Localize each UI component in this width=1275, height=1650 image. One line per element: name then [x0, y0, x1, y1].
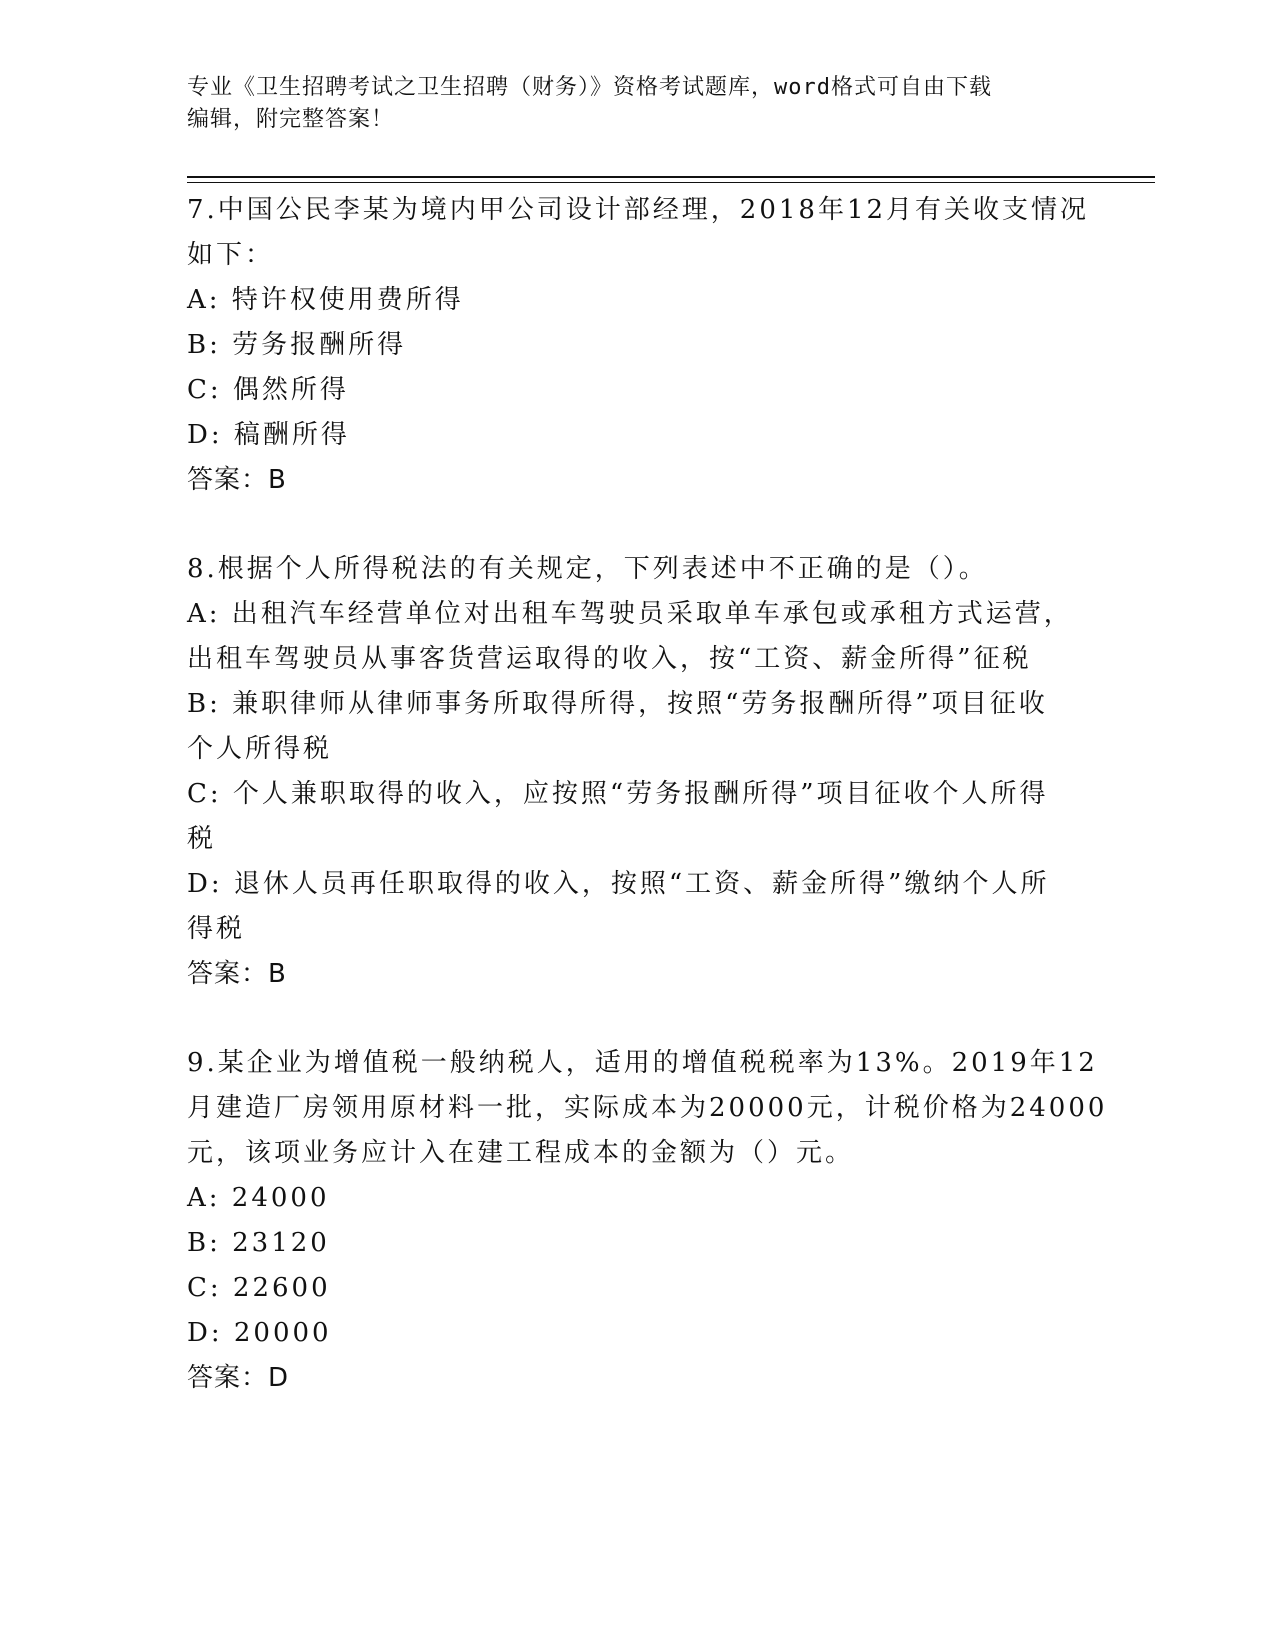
header-line-2: 编辑，附完整答案！: [187, 107, 395, 132]
option-d-continued: 得税: [187, 914, 246, 944]
option-a-continued: 出租车驾驶员从事客货营运取得的收入，按“工资、薪金所得”征税: [187, 644, 1032, 674]
option-a: A: 出租汽车经营单位对出租车驾驶员采取单车承包或承租方式运营，: [187, 599, 1073, 629]
option-d: D: 稿酬所得: [187, 420, 350, 450]
option-c: C: 偶然所得: [187, 375, 349, 405]
answer-label: 答案：B: [187, 465, 287, 495]
option-c: C: 个人兼职取得的收入，应按照“劳务报酬所得”项目征收个人所得: [187, 779, 1049, 809]
question-stem-line: 如下：: [187, 240, 275, 270]
question-9: [187, 1041, 1108, 1401]
question-stem-line: 9.某企业为增值税一般纳税人，适用的增值税税率为13%。2019年12: [187, 1048, 1098, 1078]
answer-label: 答案：D: [187, 1363, 290, 1393]
question-stem-line: 月建造厂房领用原材料一批，实际成本为20000元，计税价格为24000: [187, 1093, 1108, 1123]
option-b: B: 兼职律师从律师事务所取得所得，按照“劳务报酬所得”项目征收: [187, 689, 1048, 719]
option-a: A: 特许权使用费所得: [187, 285, 464, 315]
question-stem-line: 元，该项业务应计入在建工程成本的金额为（）元。: [187, 1138, 855, 1168]
question-stem-line: 8.根据个人所得税法的有关规定，下列表述中不正确的是（）。: [187, 554, 988, 584]
answer-label: 答案：B: [187, 959, 287, 989]
option-a: A: 24000: [187, 1183, 330, 1213]
question-7: [187, 188, 1090, 503]
option-d: D: 退休人员再任职取得的收入，按照“工资、薪金所得”缴纳个人所: [187, 869, 1050, 899]
question-list: [187, 188, 1108, 1445]
header-divider-thin: [187, 182, 1155, 183]
header-divider-thick: [187, 176, 1155, 178]
question-8: [187, 547, 1087, 997]
document-header: [187, 72, 1067, 136]
question-stem-line: 7.中国公民李某为境内甲公司设计部经理，2018年12月有关收支情况: [187, 195, 1090, 225]
option-b: B: 23120: [187, 1228, 330, 1258]
option-d: D: 20000: [187, 1318, 332, 1348]
option-c: C: 22600: [187, 1273, 331, 1303]
header-line-1: 专业《卫生招聘考试之卫生招聘（财务）》资格考试题库，word格式可自由下载: [187, 75, 992, 100]
option-b: B: 劳务报酬所得: [187, 330, 407, 360]
option-b-continued: 个人所得税: [187, 734, 333, 764]
option-c-continued: 税: [187, 824, 217, 854]
